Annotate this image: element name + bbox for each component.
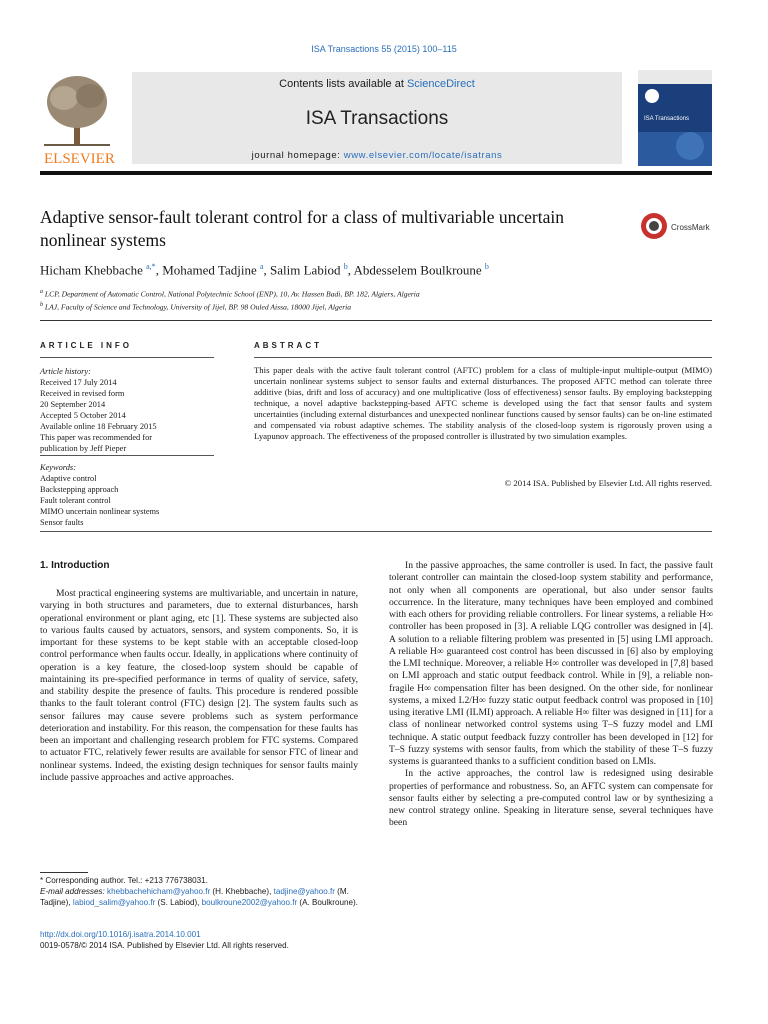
elsevier-logo[interactable] (40, 70, 128, 170)
email-link[interactable]: boulkroune2002@yahoo.fr (201, 897, 298, 907)
sciencedirect-link[interactable]: ScienceDirect (406, 78, 475, 90)
history-line: Received 17 July 2014 (40, 378, 117, 387)
abstract-rule (254, 357, 712, 358)
svg-text:CrossMark: CrossMark (671, 223, 710, 232)
issn-line: 0019-0578/© 2014 ISA. Published by Elsevier Ltd. All rights reserved. (40, 940, 289, 950)
abstract-copyright: © 2014 ISA. Published by Elsevier Ltd. All rights reserved. (504, 478, 712, 488)
history-line: Available online 18 February 2015 (40, 422, 157, 431)
affiliation-text: LCP, Department of Automatic Control, National Polytechnic School (ENP), 10, Av. Hassen Badi, BP. 182, Algiers, Algeria (44, 289, 420, 299)
article-history (40, 366, 214, 454)
paragraph: In the active approaches, the control law is redesigned using desirable properties of performance and robustness. So, an AFTC system can compensate for sensor faults either by selecting a pre-computed control law or by synthesizing a new control strategy online. Speaking in literature sense, several techniques have been (389, 768, 713, 829)
affiliations (40, 287, 720, 312)
keywords-rule (40, 455, 214, 456)
history-line: Accepted 5 October 2014 (40, 411, 126, 420)
author-name: Hicham Khebbache (40, 262, 143, 278)
homepage-line (132, 150, 622, 161)
title-rule (40, 320, 712, 321)
author-list: Hicham Khebbache $^{a,*}$, Mohamed Tadjine $^a$, Salim Labiod $^b$, Abdesselem Boulkroune $^b$ (40, 262, 489, 278)
email-owner: (A. Boulkroune). (297, 897, 358, 907)
paragraph: In the passive approaches, the same controller is used. In fact, the passive fault tolerant controller can maintain the closed-loop system stability and performance, not only when all components are operational, but also under sensor faults occurrence. In the literature, many techniques have been employed and combined with each others for providing reliable controllers. For linear systems, a reliable H∞ controller has been proposed in [3]. A reliable LQG controller was designed in [4]. A solution to a reliable filtering problem was presented in [5] using LMI approach. A reliable H∞ guaranteed cost control has been discussed in [6] also by employing the LMI technique. Moreover, a reliable H∞ controller was developed in [7,8] based on LMI approach and static output feedback control. While in [9], a reliable non-fragile H∞ compensation filter has been designed. On the other side, for nonlinear systems, a mixed L2/H∞ fuzzy static output feedback control was proposed in [10] using iterative LMI (ILMI) approach. A reliable H∞ filter was designed in [11] for a class of nonlinear networked control systems using T–S fuzzy model and LMI technique. A static output feedback fuzzy controller has been developed in [12] for T–S fuzzy systems with sensor faults, from which the stability of these T–S fuzzy systems is guaranteed thanks to a sufficient condition based on LMIs. (389, 560, 713, 767)
author-name: Abdesselem Boulkroune (353, 262, 482, 278)
history-line: Received in revised form (40, 389, 125, 398)
affiliation-marker: a (40, 289, 43, 295)
body-column-left (40, 588, 358, 784)
keyword: Backstepping approach (40, 485, 119, 494)
email-link[interactable]: labiod_salim@yahoo.fr (72, 897, 156, 907)
section-heading-introduction: 1. Introduction (40, 560, 110, 571)
corresponding-author-note: * Corresponding author. Tel.: +213 776738031. (40, 876, 208, 885)
keyword: Adaptive control (40, 474, 97, 483)
email-addresses (40, 887, 360, 909)
doi-link[interactable]: http://dx.doi.org/10.1016/j.isatra.2014.10.001 (40, 930, 201, 939)
paragraph: Most practical engineering systems are multivariable, and uncertain in nature, varying in both structures and parameters, due to external disturbances, harsh operational environment or plant aging, etc [1]. These systems are subjected also to various faults caused by actuators, sensors, and system components. So, it is important for these systems to be kept stable with an acceptable closed-loop control performance when faults occur. Ideally, in applications where continuity of operation is a key feature, the closed-loop system should be capable of maintaining its pre-specified performance in terms of quality of service, safety, and stability despite the presence of faults. This procedure is rendered possible thanks to the fault tolerant control (FTC) design [2]. The system faults such as sensor failures may cause severe problems such as system performance deterioration and instability. For this reason, the compensation for these faults has been an important and challenging research problem for FTC systems. Compared to actuator FTC, relatively fewer results are available for sensor FTC of linear and nonlinear systems. Indeed, the existing design techniques for sensor faults mainly include passive approaches and active approaches. (40, 588, 358, 783)
author-name: Mohamed Tadjine (162, 262, 257, 278)
homepage-prefix: journal homepage: (251, 150, 344, 161)
keyword: Fault tolerant control (40, 496, 111, 505)
homepage-link[interactable]: www.elsevier.com/locate/isatrans (343, 150, 503, 161)
author-affiliation-marker[interactable]: a (259, 262, 264, 271)
history-line: 20 September 2014 (40, 400, 106, 409)
author-affiliation-marker[interactable]: a,* (146, 262, 156, 271)
header-rule (40, 171, 712, 175)
footnote-rule (40, 872, 88, 873)
affiliation (40, 300, 720, 313)
keywords-heading: Keywords: (40, 463, 76, 472)
contents-line (132, 78, 622, 90)
author-affiliation-marker[interactable]: b (343, 262, 348, 271)
author-name: Salim Labiod (270, 262, 341, 278)
journal-cover-image[interactable] (638, 70, 712, 166)
keyword: Sensor faults (40, 518, 84, 527)
email-link[interactable]: tadjine@yahoo.fr (273, 886, 335, 896)
history-line: This paper was recommended for (40, 433, 153, 442)
article-title: Adaptive sensor-fault tolerant control for a class of multivariable uncertain nonlinear systems (40, 207, 564, 250)
history-heading: Article history: (40, 367, 91, 376)
email-owner: (M. Tadjine), (40, 886, 349, 907)
abstract-bottom-rule (40, 531, 712, 532)
email-owner: (S. Labiod), (155, 897, 200, 907)
article-info-rule (40, 357, 214, 358)
author-affiliation-marker[interactable]: b (484, 262, 489, 271)
svg-text:ELSEVIER: ELSEVIER (44, 151, 115, 167)
email-owner: (H. Khebbache), (210, 886, 272, 896)
contents-prefix: Contents lists available at (279, 78, 407, 90)
abstract-text: This paper deals with the active fault tolerant control (AFTC) problem for a class of multiple-input multiple-output (MIMO) uncertain nonlinear systems subject to sensor faults and external disturbances. The proposed AFTC method can tolerate three additive (bias, drift and loss of accuracy) and one multiplicative (loss of effectiveness) sensor faults. By employing backstepping technique, a novel adaptive backstepping-based AFTC scheme is developed using the fact that sensor faults and system uncertainties (including external disturbances and unexpected nonlinear functions caused by sensor faults) can be on-line estimated and compensated via robust adaptive schemes. The stability analysis of the closed-loop system is rigorously proven using a Lyapunov approach. The effectiveness of the proposed controller is illustrated by two simulation examples. (254, 365, 712, 441)
affiliation (40, 287, 720, 300)
affiliation-marker: b (40, 301, 43, 308)
history-line: publication by Jeff Pieper (40, 444, 127, 453)
affiliation-text: LAJ, Faculty of Science and Technology, University of Jijel, BP. 98 Ouled Aissa, 18000 Jijel, Algeria (44, 302, 352, 312)
keyword: MIMO uncertain nonlinear systems (40, 507, 160, 516)
crossmark-badge[interactable] (640, 210, 720, 242)
email-label: E-mail addresses: (40, 886, 108, 896)
journal-title: ISA Transactions (305, 108, 449, 129)
journal-citation[interactable]: ISA Transactions 55 (2015) 100–115 (311, 44, 457, 54)
keywords (40, 462, 214, 528)
doi-block (40, 930, 360, 952)
journal-banner (132, 72, 622, 164)
svg-text:ISA Transactions: ISA Transactions (644, 116, 690, 122)
footnotes (40, 876, 360, 908)
journal-header (40, 70, 712, 170)
email-link[interactable]: khebbachehicham@yahoo.fr (107, 886, 211, 896)
abstract-heading: ABSTRACT (254, 341, 322, 350)
article-info-heading: ARTICLE INFO (40, 341, 132, 350)
body-column-right (389, 560, 713, 830)
